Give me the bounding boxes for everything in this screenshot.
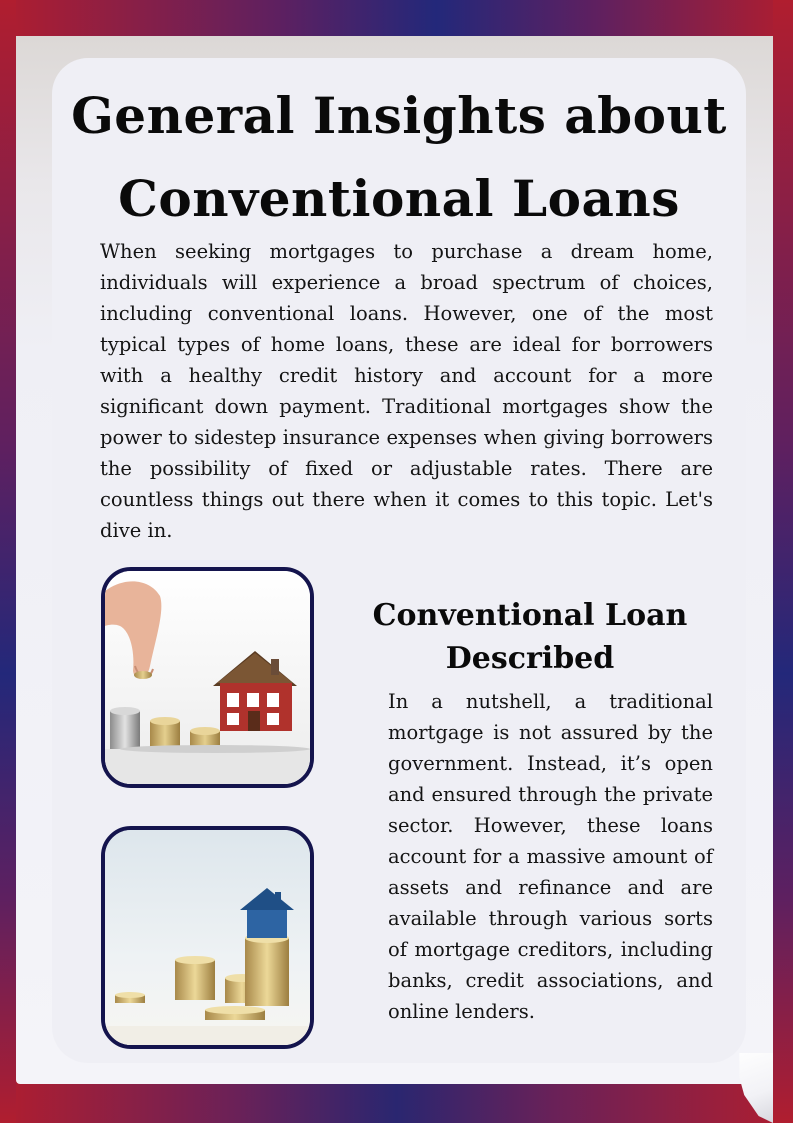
- frame-right-border: [773, 0, 793, 1123]
- coin-stacks-blue-house-photo: [101, 826, 314, 1049]
- section-heading: Conventional Loan Described: [372, 598, 688, 676]
- frame-top-border: [0, 0, 793, 36]
- coin-stacks-house-illustration: [105, 830, 310, 1045]
- hand-coins-house-illustration: [105, 571, 310, 784]
- hand-coins-house-photo: [101, 567, 314, 788]
- intro-paragraph: When seeking mortgages to purchase a dream home, individuals will experience a broad spectrum of choices, including conventional loans. However, one of the most typical types of home loans, these are ideal for borrowers with a healthy credit history and account for a more significant down payment. Traditional mortgages show the power to sidestep insurance expenses when giving borrowers the possibility of fixed or adjustable rates. There are countless things out there when it comes to this topic. Let's dive in.: [100, 240, 713, 542]
- page-title: General Insights about Conventional Loans: [71, 86, 727, 228]
- section-paragraph: In a nutshell, a traditional mortgage is not assured by the government. Instead, it’s open and ensured through the private sector. However, these loans account for a massive amount of assets and refinance and are available through various sorts of mortgage creditors, including banks, credit associations, and online lenders.: [388, 690, 713, 1023]
- frame-left-border: [0, 0, 16, 1123]
